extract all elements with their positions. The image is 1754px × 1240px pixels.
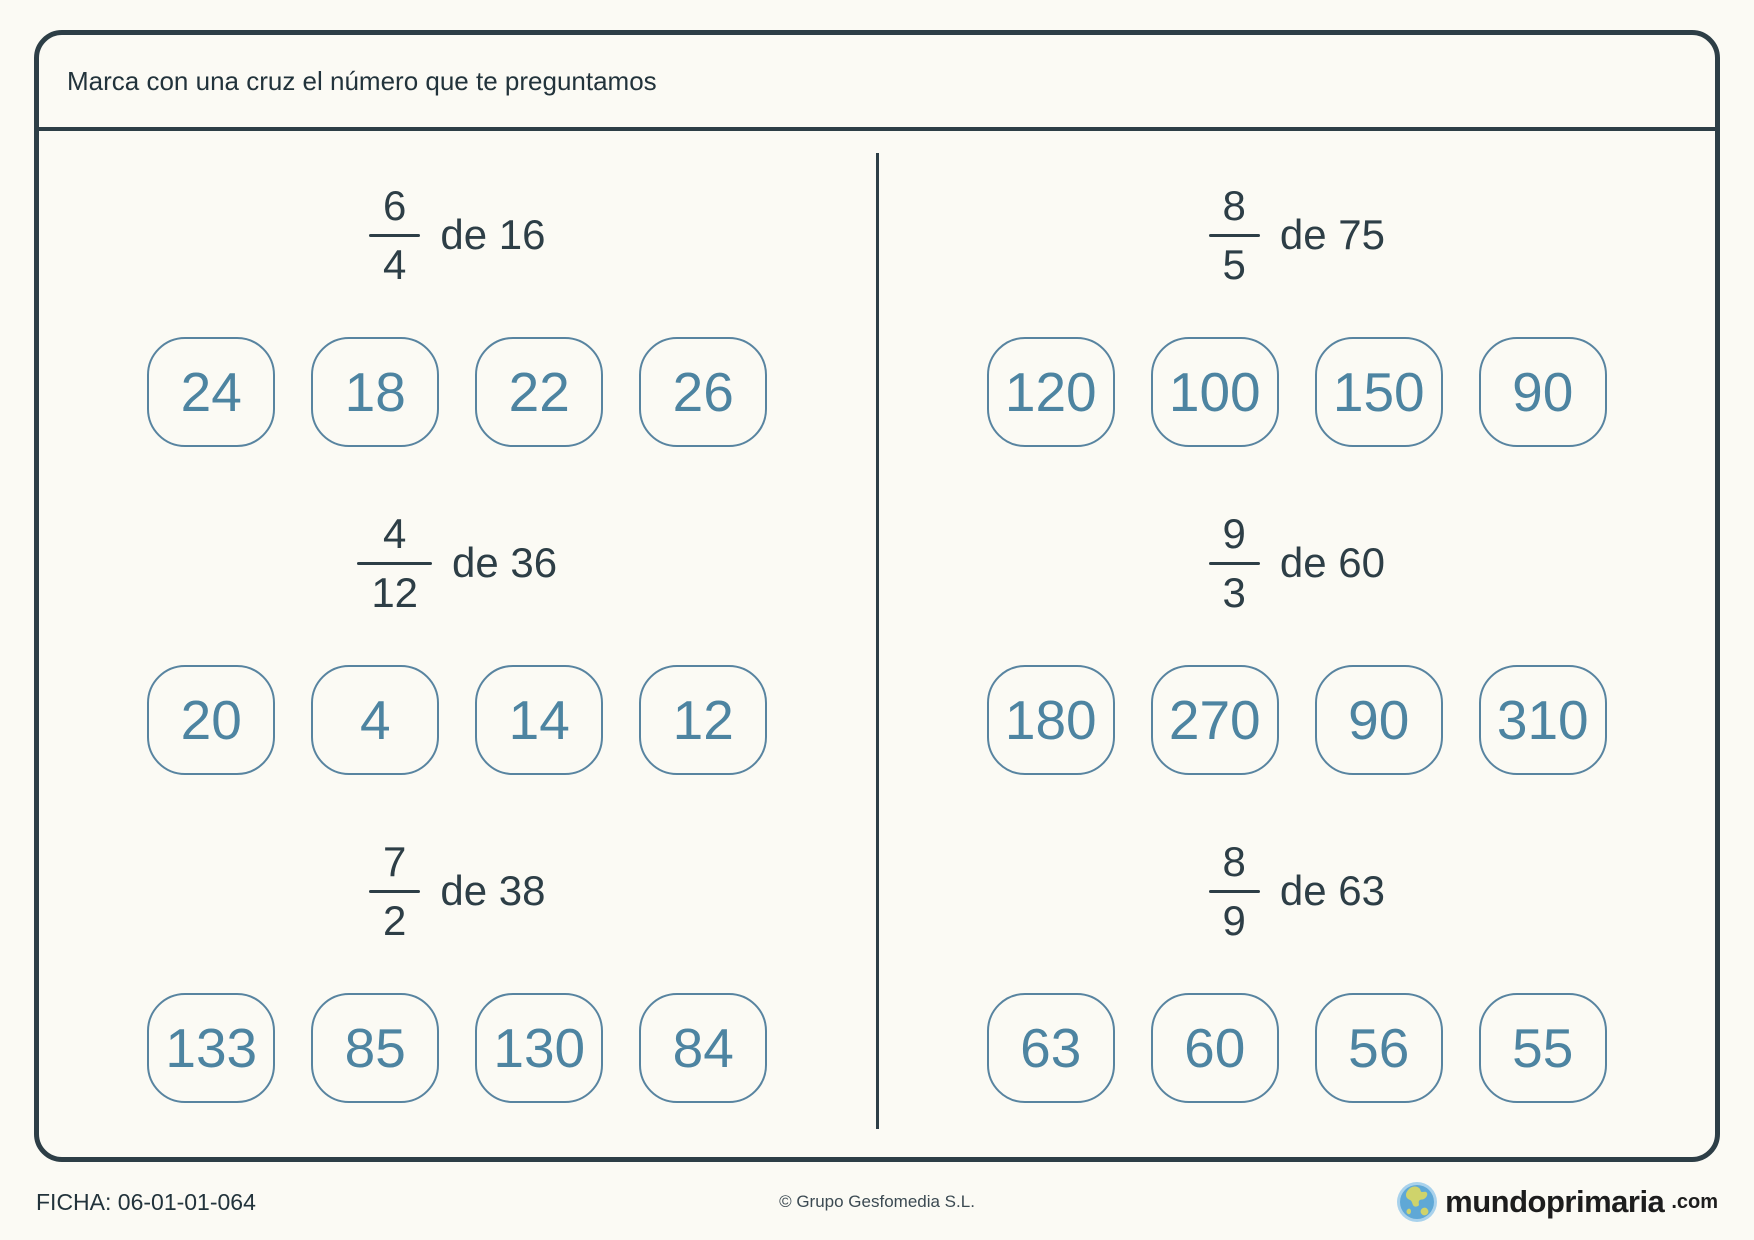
answer-option[interactable]: 133	[147, 993, 275, 1103]
answer-option[interactable]: 130	[475, 993, 603, 1103]
fraction-numerator: 9	[1222, 509, 1246, 557]
right-column	[879, 131, 1716, 1157]
fraction-numerator: 6	[383, 181, 407, 229]
instruction-header	[39, 35, 1715, 131]
fraction-denominator: 5	[1222, 240, 1246, 288]
fraction	[1209, 181, 1260, 288]
options-row	[147, 993, 767, 1103]
fraction-expression	[357, 509, 557, 617]
answer-option[interactable]: 85	[311, 993, 439, 1103]
logo-domain-suffix: .com	[1671, 1190, 1718, 1213]
worksheet-frame	[34, 30, 1720, 1162]
mundoprimaria-logo[interactable]	[975, 1181, 1718, 1223]
fraction	[369, 181, 420, 288]
of-text: de 16	[440, 211, 546, 258]
copyright-text: © Grupo Gesfomedia S.L.	[779, 1192, 975, 1211]
fraction-expression	[369, 181, 545, 289]
answer-option[interactable]: 60	[1151, 993, 1279, 1103]
fraction	[1209, 509, 1260, 616]
answer-option[interactable]: 20	[147, 665, 275, 775]
answer-option[interactable]: 12	[639, 665, 767, 775]
answer-option[interactable]: 56	[1315, 993, 1443, 1103]
fraction-denominator: 9	[1222, 896, 1246, 944]
problem-2	[147, 509, 767, 775]
of-text: de 38	[440, 867, 546, 914]
fraction	[357, 509, 432, 616]
options-row	[987, 337, 1607, 447]
options-row	[987, 993, 1607, 1103]
answer-option[interactable]: 22	[475, 337, 603, 447]
globe-icon	[1396, 1181, 1438, 1223]
answer-option[interactable]: 310	[1479, 665, 1607, 775]
answer-option[interactable]: 150	[1315, 337, 1443, 447]
fraction-numerator: 8	[1222, 837, 1246, 885]
fraction-numerator: 7	[383, 837, 407, 885]
answer-option[interactable]: 63	[987, 993, 1115, 1103]
answer-option[interactable]: 24	[147, 337, 275, 447]
logo-text: mundoprimaria	[1445, 1184, 1665, 1219]
problem-4	[987, 181, 1607, 447]
of-text: de 63	[1279, 867, 1385, 914]
worksheet-body	[39, 131, 1715, 1157]
options-row	[147, 337, 767, 447]
fraction-expression	[369, 837, 545, 945]
answer-option[interactable]: 270	[1151, 665, 1279, 775]
answer-option[interactable]: 90	[1479, 337, 1607, 447]
answer-option[interactable]: 4	[311, 665, 439, 775]
problem-6	[987, 837, 1607, 1103]
instruction-text: Marca con una cruz el número que te preguntamos	[67, 65, 657, 96]
problem-3	[147, 837, 767, 1103]
fraction-expression	[1209, 837, 1385, 945]
footer	[36, 1176, 1718, 1228]
answer-option[interactable]: 14	[475, 665, 603, 775]
answer-option[interactable]: 55	[1479, 993, 1607, 1103]
problem-1	[147, 181, 767, 447]
fraction-denominator: 3	[1222, 568, 1246, 616]
answer-option[interactable]: 84	[639, 993, 767, 1103]
answer-option[interactable]: 120	[987, 337, 1115, 447]
answer-option[interactable]: 90	[1315, 665, 1443, 775]
problem-5	[987, 509, 1607, 775]
of-text: de 60	[1279, 539, 1385, 586]
options-row	[147, 665, 767, 775]
left-column	[39, 131, 876, 1157]
ficha-code: FICHA: 06-01-01-064	[36, 1188, 256, 1215]
of-text: de 36	[452, 539, 558, 586]
answer-option[interactable]: 26	[639, 337, 767, 447]
answer-option[interactable]: 18	[311, 337, 439, 447]
fraction-numerator: 4	[383, 509, 407, 557]
fraction-denominator: 4	[383, 240, 407, 288]
fraction-expression	[1209, 181, 1385, 289]
answer-option[interactable]: 180	[987, 665, 1115, 775]
of-text: de 75	[1279, 211, 1385, 258]
fraction-expression	[1209, 509, 1385, 617]
fraction	[369, 837, 420, 944]
fraction	[1209, 837, 1260, 944]
fraction-numerator: 8	[1222, 181, 1246, 229]
fraction-denominator: 2	[383, 896, 407, 944]
answer-option[interactable]: 100	[1151, 337, 1279, 447]
options-row	[987, 665, 1607, 775]
fraction-denominator: 12	[371, 568, 419, 616]
